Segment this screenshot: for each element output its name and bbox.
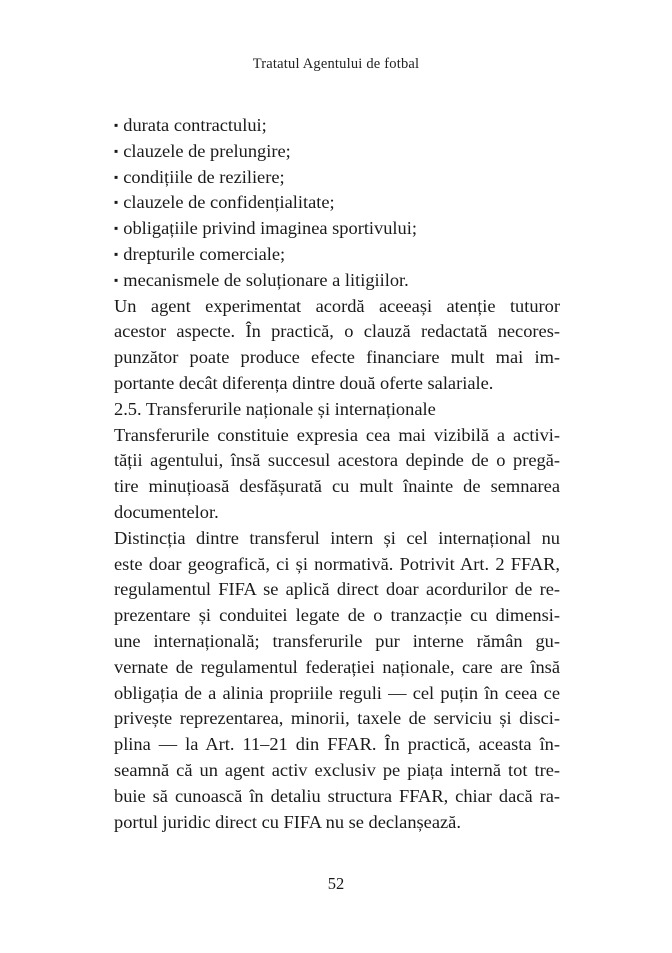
list-item-text: durata contractului; (123, 115, 267, 135)
list-item-text: condițiile de reziliere; (123, 166, 285, 187)
list-item-text: obligațiile privind imaginea sportivului; (123, 218, 417, 239)
paragraph-agent-attention (114, 294, 560, 397)
paragraph-line: documentelor. (114, 501, 219, 522)
paragraph-line: tății agentului, însă succesul acestora depinde de o pregă- (114, 450, 560, 471)
paragraph-line: regulamentul FIFA se aplică direct doar acordurilor de re- (114, 579, 560, 600)
paragraph-line: tire minuțioasă desfășurată cu mult înainte de semnarea (114, 476, 560, 497)
list-item-text: mecanismele de soluționare a litigiilor. (123, 269, 409, 290)
bullet-icon: ▪ (114, 169, 119, 184)
list-item (114, 268, 560, 294)
paragraph-line: privește reprezentarea, minorii, taxele de serviciu și disci- (114, 708, 560, 729)
paragraph-transfers-intro (114, 423, 560, 526)
paragraph-line: Transferurile constituie expresia cea mai vizibilă a activi- (114, 424, 560, 445)
list-item (114, 242, 560, 268)
paragraph-line: Un agent experimentat acordă aceeași atenție tuturor (114, 295, 560, 316)
bullet-icon: ▪ (114, 272, 119, 287)
list-item (114, 113, 560, 139)
bullet-icon: ▪ (114, 143, 119, 158)
paragraph-line: acestor aspecte. În practică, o clauză redactată necores- (114, 321, 560, 342)
paragraph-line: plina — la Art. 11–21 din FFAR. În practică, aceasta în- (114, 734, 560, 755)
page-number: 52 (327, 874, 345, 893)
paragraph-line: portante decât diferența dintre două oferte salariale. (114, 372, 494, 393)
bullet-icon: ▪ (114, 246, 119, 261)
paragraph-line: obligația de a alinia propriile reguli — cel puțin în ceea ce (114, 682, 560, 703)
bullet-icon: ▪ (114, 118, 119, 132)
paragraph-line: buie să cunoască în detaliu structura FFAR, chiar dacă ra- (114, 785, 560, 806)
paragraph-line: une internațională; transferurile pur interne rămân gu- (114, 630, 560, 651)
paragraph-line: Distincția dintre transferul intern și cel internațional nu (114, 527, 560, 548)
list-item (114, 216, 560, 242)
list-item-text: drepturile comerciale; (123, 243, 286, 264)
paragraph-line: punzător poate produce efecte financiare mult mai im- (114, 347, 560, 368)
paragraph-line: este doar geografică, ci și normativă. Potrivit Art. 2 FFAR, (114, 553, 560, 574)
bullet-icon: ▪ (114, 221, 119, 236)
paragraph-line: seamnă că un agent activ exclusiv pe piața internă tot tre- (114, 759, 560, 780)
section-heading: 2.5. Transferurile naționale și internaționale (114, 398, 436, 419)
page-body (114, 113, 560, 835)
bullet-icon: ▪ (114, 195, 119, 210)
list-item (114, 190, 560, 216)
bullet-list (114, 113, 560, 294)
paragraph-line: prezentare și conduitei legate de o tranzacție cu dimensi- (114, 605, 560, 626)
list-item-text: clauzele de confidențialitate; (123, 192, 335, 213)
list-item-text: clauzele de prelungire; (123, 140, 291, 161)
paragraph-domestic-vs-international (114, 526, 560, 836)
list-item (114, 165, 560, 191)
running-header: Tratatul Agentului de fotbal (252, 56, 420, 72)
paragraph-line: vernate de regulamentul federației naționale, care are însă (114, 656, 560, 677)
list-item (114, 139, 560, 165)
paragraph-line: portul juridic direct cu FIFA nu se declanșează. (114, 811, 461, 832)
